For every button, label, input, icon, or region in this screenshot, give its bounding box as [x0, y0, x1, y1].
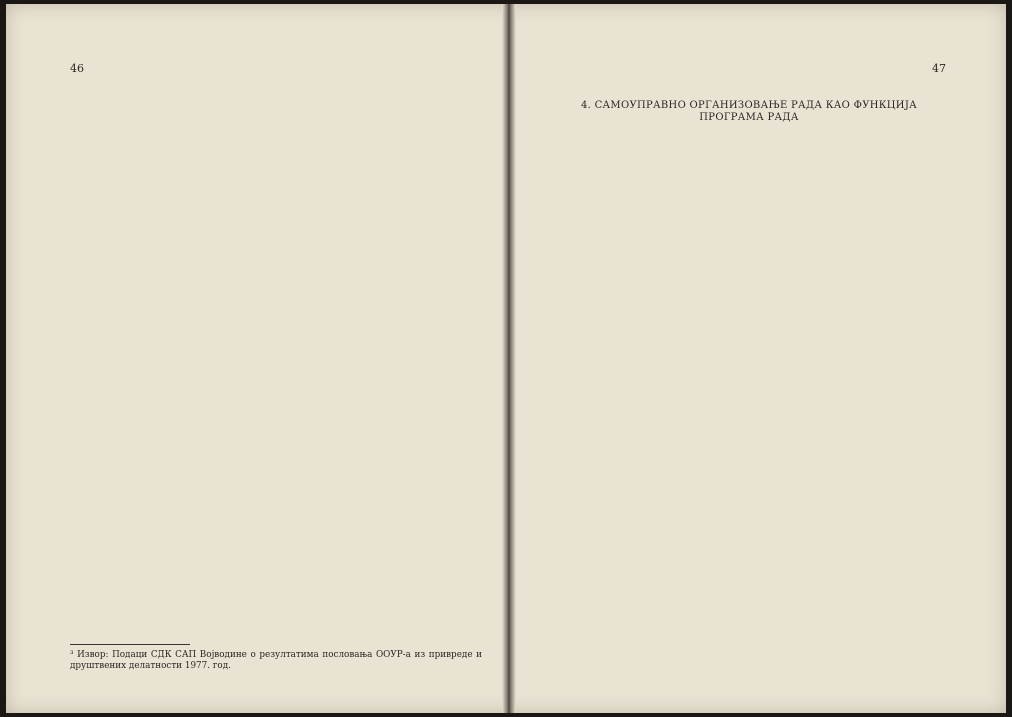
book-spread — [6, 4, 1006, 713]
footnote: ³ Извор: Подаци СДК САП Војводине о резултатима пословања ООУР-а из привреде и друштвених делатности 1977. год. — [70, 650, 482, 671]
page-number-right: 47 — [932, 62, 946, 75]
right-page — [512, 4, 1006, 713]
page-number-left: 46 — [70, 62, 84, 75]
footnote-divider — [70, 644, 190, 645]
left-page — [6, 4, 506, 713]
section-heading: 4. САМОУПРАВНО ОРГАНИЗОВАЊЕ РАДА КАО ФУНКЦИЈА ПРОГРАМА РАДА — [580, 100, 918, 123]
right-page-body — [552, 90, 946, 136]
